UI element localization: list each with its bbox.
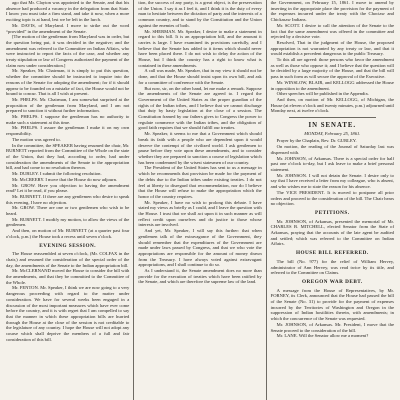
paragraph: Mr. McCLERNAND moved the House to consider the bill with the amendments, and that they be committed to the Committee of the Whole. (6, 268, 130, 285)
paragraph: Mr. SHERMAN. Mr. Speaker, I desire to make a statement in regard to this bill. It is an appropriation bill, and the amount it carries is large. I have examined its provisions carefully, and I believe that the Senate has added to it items which should never have been placed there. I do not wish to delay the action of the House, but I think the country has a right to know what is contained in these amendments. (138, 28, 262, 68)
column-3 (266, 0, 398, 400)
column-1 (2, 0, 133, 400)
paragraph: Mr. DAVIS, of Maryland. I move to strike out the word “provided” in the amendment of the Senate. (6, 22, 130, 34)
paragraph: The President of the United States has sent to us a message in which he recommends that provision be made for the payment of the debts due to the Indian tribes under existing treaties. I do not feel at liberty to disregard that recommendation, nor do I believe that the House will refuse to make the appropriation which the honor of the country requires. (138, 165, 262, 199)
section-heading: OREGON WAR DEBT. (301, 278, 363, 285)
paragraph: In the committee, the SPEAKER having resumed the chair, Mr. BURNETT reported from the Committee of the Whole on the state of the Union, that they had, according to order, had under consideration the amendments of the Senate to the appropriation bill, and had come to no resolution thereon. (6, 142, 130, 171)
section-dateline: MONDAY, February 25, 1861. (304, 130, 361, 136)
paragraph: Mr. GROW. Have you objection to having the amendment read? Let it be read, if you please. (6, 182, 130, 194)
paragraph: And then, on motion of Mr. BURNETT (at a quarter past four o'clock, p.m.) the House took a recess until seven o'clock. (6, 228, 130, 239)
paragraph: Mr. PHELPS. I assure the gentleman I make it on my own responsibility. (6, 125, 130, 137)
paragraph: Mr. BURNETT. If there are any gentlemen who desire to speak this evening, I have no objection. (6, 193, 130, 205)
paragraph: Resolved, That in the judgment of the House, the proposed appropriation is not warranted by any treaty or law, and that it would establish a precedent dangerous to the public Treasury. (270, 39, 394, 57)
paragraph: Mr. JOHNSON, of Arkansas, presented the memorial of Mr. CHARLES B. MITCHELL, elected Senator from the State of Arkansas, praying that the accounts of the late agent be audited and settled; which was referred to the Committee on Indian Affairs. (270, 218, 394, 247)
paragraph: But now, sir, on the other hand, let me make a remark. Suppose the amendments of the Senate are agreed to. I regard the Government of the United States as the proper guardian of the rights of the Indian tribes, and I believe that we cannot discharge that duty by hasty legislation at the close of a session. The Constitution framed by our fathers gives to Congress the power to regulate commerce with the Indian tribes, and the obligation of good faith requires that we should fulfill our treaties. (138, 85, 262, 131)
paragraph: As I understand it, the Senate amendment does no more than provide for the execution of treaties which have been ratified by the Senate, and which are therefore the supreme law of the land. (138, 268, 262, 285)
paragraph: The VICE PRESIDENT. It is moved to postpone all prior orders and proceed to the consideration of the bill. The Chair hears no objection. (270, 189, 394, 207)
section-heading: IN SENATE. (308, 122, 357, 130)
paragraph: Mr. JOHNSON. I will not detain the Senate. I desire only to say that I have received a letter from my colleague, who is absent, and who wishes me to state the reason for his absence. (270, 172, 394, 190)
paragraph: To this all are agreed: those persons who favor the amendment as well as those who oppose it; and I believe that the question will be decided by a large majority of the House, and that the bill will pass in such form as will secure the approval of the Executive. (270, 57, 394, 80)
section-heading: HOUSE BILL REFERRED. (295, 250, 369, 257)
paragraph: Mr. GROW. There are one or two gentlemen who wish to be heard. (6, 205, 130, 217)
paragraph: The motion was agreed to. (12, 136, 61, 142)
paragraph: Mr. FENTON. Mr. Speaker, I think we are now going to a very dangerous proceeding with regard to the matter under consideration. We have for several weeks been engaged in a discussion of the most important measures which have ever come before the country, and it is with regret that I am compelled to say that the manner in which these appropriation bills are hurried through the House at the close of the session is not creditable to the legislature of any country. I hope the House will not adopt any course which shall deprive the members of a full and fair consideration of this bill. (6, 285, 130, 342)
paragraph: And yet, Mr. Speaker, I will say this further: that when gentlemen talk of the extravagance of the Government, they should remember that the expenditures of the Government are made under laws passed by Congress, and that we who vote the appropriations are responsible for the amount of money drawn from the Treasury. I have always voted against extravagant appropriations, and I shall continue to do so. (138, 228, 262, 268)
paragraph: Mr. JOHNSON, of Arkansas. There is a special order for half past one o'clock to-day, but I ask leave to make a brief personal statement. (270, 155, 394, 172)
paragraph: Mr. Speaker, it seems to me that a Government which should break its faith with a people who are dependent upon it would deserve the contempt of the civilized world. I ask gentlemen to pause before they vote upon these amendments, and to consider whether they are prepared to sanction a course of legislation which has been condemned by the wisest statesmen of our country. (138, 131, 262, 165)
paragraph: Mr. LANE. Will the Senator allow me a moment? (276, 333, 369, 339)
paragraph: Mr. JOHNSON, of Arkansas. Mr. President, I move that the Senate proceed to the consideration of the bill. (270, 321, 394, 333)
paragraph: Other speeches will be published in the Appendix. (276, 91, 370, 97)
paragraph: the Government, on February 15, 1861. I move to amend by inserting in the appropriate place the provision for the payment of the expenses incurred under the treaty with the Choctaw and Chickasaw Indians. (270, 0, 394, 23)
section-heading: EVENING SESSION. (39, 242, 97, 249)
paragraph: ago that Mr. Clayton was appointed to the Senate, and that his absence had produced a vacancy in the delegation from that State. I know you must take a firm stand, and take it now, when a more exciting topic is at hand, lest we be left in the lurch. (6, 0, 130, 23)
paragraph: The bill (No. 977) for the relief of William Hervey, administrator of Ann Hervey, was read twice by its title, and referred to the Committee on Claims. (270, 258, 394, 276)
paragraph: Mr. PHELPS. I suppose the gentleman has no authority to make such a statement at this time. (6, 114, 130, 125)
paragraph: Mr. WINSLOW, BLAIR, and KELLOGG addressed the House in opposition to the amendment. (270, 79, 394, 91)
paragraph: Prayer by the Chaplain, Rev. Dr. GURLEY. (276, 138, 357, 144)
paragraph: Mr. DUBLEY. I submit the following resolution. (12, 171, 102, 177)
paragraph: tion, the success of any party, is a great object, is the preservation of the Union. I say it as I feel it, and I think it is the duty of every man to hesitate between the dictation of party and the interests of a common country, and to stand by the Constitution and the Union against the enemies of both. (138, 0, 262, 28)
paragraph: On motion, the reading of the Journal of Saturday last was dispensed with. (270, 144, 394, 155)
paragraph: The House reassembled at seven o'clock, (Mr. COLFAX in the chair,) and resumed the consideration of the special order of the day, the amendments of the Senate to the Indian appropriation bill. (6, 251, 130, 268)
paragraph: Mr. Speaker, I have no wish to prolong this debate. I have stated my views as briefly as I could, and I leave the question with the House. I trust that we shall act upon it in such manner as will reflect credit upon ourselves and do justice to those whose interests are involved. (138, 199, 262, 228)
section-heading: PETITIONS. (315, 209, 350, 216)
paragraph: Mr. PHELPS. Mr. Chairman, I am somewhat surprised at the proposition of the gentleman from Maryland, and I am not prepared to sanction it without further information. (6, 96, 130, 114)
section-divider (289, 117, 376, 118)
paragraph: Mr. McCREERY. I move that the House do now adjourn. (12, 176, 118, 182)
paragraph: A call was made, Mr. Speaker, that in my view it should not be done, and that the House should insist upon its own bill, and ask for a committee of conference with the Senate. (138, 68, 262, 85)
paragraph: And then, on motion of Mr. KELLOGG, of Michigan, the House (at eleven o'clock and twenty minutes, p.m.) adjourned until Monday next, at twelve o'clock. (270, 96, 394, 114)
paragraph: Mr. Speaker, Mr. Chairman, it is simply to put this question, whether the committee should be instructed to inquire into the reasons of the Senate for adopting the amendment; for if it should appear to be founded on a mistake of fact, the House would not be bound to concur. That is all I wish at present. (6, 68, 130, 97)
paragraph: A message from the House of Representatives, by Mr. FORNEY, its Clerk, announced that the House had passed the bill of the Senate (No. 31) to provide for the payment of expenses incurred by the Territories of Washington and Oregon in the suppression of Indian hostilities therein, with amendments; in which the concurrence of the Senate was requested. (270, 287, 394, 322)
paragraph: Mr. SCOTT. I desire to call the attention of the Senate to the fact that the same amendment was offered in the committee and rejected by a decisive vote. (270, 22, 394, 40)
paragraph: [The motion of the gentleman from Maryland was in order, but the question being put, it was decided in the negative; and the amendment was referred to the Committee on Indian Affairs, who were instructed to report the facts of the case, and whether any treaty stipulation or law of Congress authorized the payment of the claim now under consideration.] (6, 34, 130, 68)
paragraph: Mr. BURNETT. I modify my motion, to allow the views of the gentlemen. (6, 216, 130, 228)
column-2 (133, 0, 265, 400)
